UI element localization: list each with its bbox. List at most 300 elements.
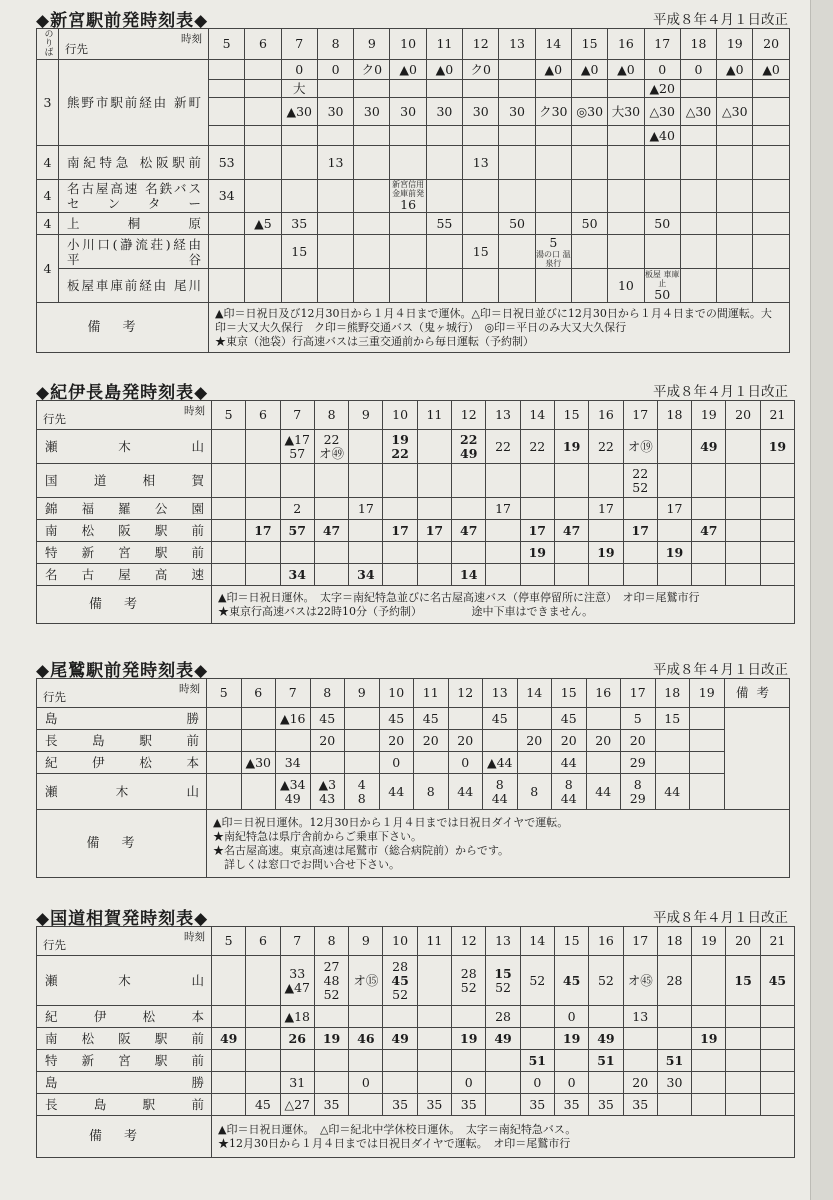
time-cell xyxy=(692,1050,726,1072)
table-row xyxy=(37,1094,795,1116)
time-cell xyxy=(760,1094,794,1116)
dest-cell: 熊野市駅前経由 新町 xyxy=(59,60,209,146)
time-cell: △30 xyxy=(644,98,680,126)
time-cell: 17 xyxy=(657,498,691,520)
time-cell: 13 xyxy=(623,1006,657,1028)
table-row xyxy=(37,1050,795,1072)
notes-label: 備考 xyxy=(37,810,207,878)
time-cell xyxy=(314,1050,348,1072)
time-cell xyxy=(246,1028,280,1050)
dest-cell: 島勝 xyxy=(37,708,207,730)
time-cell xyxy=(726,1028,760,1050)
hour-header: 5 xyxy=(209,29,245,60)
time-cell xyxy=(276,730,311,752)
hour-header: 5 xyxy=(212,927,246,956)
revision-date: 平成８年４月１日改正 xyxy=(653,662,788,678)
hour-header: 13 xyxy=(499,29,535,60)
table-row xyxy=(37,464,795,498)
hour-header: 18 xyxy=(655,679,690,708)
time-cell: 35 xyxy=(554,1094,588,1116)
time-cell: 28 52 xyxy=(452,956,486,1006)
time-cell: 49 xyxy=(589,1028,623,1050)
hour-header: 16 xyxy=(589,927,623,956)
time-cell: ▲30 xyxy=(281,98,317,126)
time-cell: ▲3 43 xyxy=(310,774,345,810)
time-cell xyxy=(212,1006,246,1028)
time-cell: 22 xyxy=(589,430,623,464)
hour-header: 6 xyxy=(241,679,276,708)
time-cell: 51 xyxy=(657,1050,691,1072)
time-cell: 34 xyxy=(276,752,311,774)
time-cell: オ㊺ xyxy=(623,956,657,1006)
dest-cell: 錦福羅公園 xyxy=(37,498,212,520)
table-row xyxy=(37,213,790,235)
dest-cell: 名古屋高速 xyxy=(37,564,212,586)
time-cell xyxy=(212,956,246,1006)
time-cell: 8 29 xyxy=(621,774,656,810)
time-cell xyxy=(657,1094,691,1116)
time-cell: 50 xyxy=(644,213,680,235)
time-cell: 19 xyxy=(760,430,794,464)
table-row xyxy=(37,564,795,586)
time-cell: 19 xyxy=(554,1028,588,1050)
hour-header: 7 xyxy=(281,29,317,60)
time-cell xyxy=(345,752,380,774)
time-cell: 45 xyxy=(379,708,414,730)
time-cell: 0 xyxy=(379,752,414,774)
time-cell xyxy=(726,1050,760,1072)
table-row xyxy=(37,1028,795,1050)
notes-label: 備考 xyxy=(37,303,209,353)
time-cell: 35 xyxy=(383,1094,417,1116)
time-cell: 17 xyxy=(383,520,417,542)
time-cell: 19 xyxy=(657,542,691,564)
time-cell: 19 xyxy=(589,542,623,564)
notes-text: ▲印＝日祝日運休。 △印＝紀北中学休校日運休。 太字＝南紀特急バス。 ★12月30日から１月４日までは日祝日ダイヤで運転。 オ印＝尾鷲市行 xyxy=(212,1116,795,1158)
hour-header: 12 xyxy=(463,29,499,60)
time-cell: 8 44 xyxy=(552,774,587,810)
hour-header: 11 xyxy=(414,679,449,708)
time-cell: 4 8 xyxy=(345,774,380,810)
time-cell xyxy=(690,708,725,730)
remarks-header: 備考 xyxy=(724,679,789,708)
hour-header: 19 xyxy=(692,927,726,956)
section-title: ◆紀伊長島発時刻表◆ xyxy=(36,383,209,403)
hour-header: 21 xyxy=(760,401,794,430)
time-cell: 8 xyxy=(517,774,552,810)
hour-header: 13 xyxy=(486,401,520,430)
dest-header: 行先 時刻 xyxy=(37,927,212,956)
table-row xyxy=(37,708,790,730)
hour-header: 8 xyxy=(317,29,353,60)
table-row xyxy=(37,956,795,1006)
time-cell: 49 xyxy=(212,1028,246,1050)
time-cell: 35 xyxy=(314,1094,348,1116)
time-cell: 28 45 52 xyxy=(383,956,417,1006)
time-cell xyxy=(726,1006,760,1028)
time-cell: 29 xyxy=(621,752,656,774)
time-cell: ▲20 xyxy=(644,80,680,98)
table-row xyxy=(37,520,795,542)
time-cell xyxy=(486,520,520,542)
time-cell xyxy=(349,1094,383,1116)
time-cell xyxy=(212,520,246,542)
time-cell: 53 xyxy=(209,146,245,180)
time-cell: 35 xyxy=(281,213,317,235)
time-cell: 57 xyxy=(280,520,314,542)
time-cell xyxy=(246,1006,280,1028)
time-cell: 45 xyxy=(554,956,588,1006)
hour-header: 12 xyxy=(452,401,486,430)
dest-header: 行先 時刻 xyxy=(59,29,209,60)
time-cell: 20 xyxy=(379,730,414,752)
hour-header: 15 xyxy=(571,29,607,60)
time-cell: ▲18 xyxy=(280,1006,314,1028)
hour-header: 9 xyxy=(349,927,383,956)
time-cell: 0 xyxy=(452,1072,486,1094)
time-cell: 49 xyxy=(383,1028,417,1050)
hour-header: 9 xyxy=(345,679,380,708)
time-cell: 34 xyxy=(209,180,245,213)
time-cell: 20 xyxy=(310,730,345,752)
table-row xyxy=(37,269,790,303)
table-row xyxy=(37,180,790,213)
owase-timetable xyxy=(36,678,790,878)
time-cell: 33 ▲47 xyxy=(280,956,314,1006)
time-cell: 5 xyxy=(621,708,656,730)
time-cell: 44 xyxy=(448,774,483,810)
time-cell xyxy=(486,1094,520,1116)
time-cell xyxy=(417,1050,451,1072)
time-cell: オ⑮ xyxy=(349,956,383,1006)
shingu-timetable-section xyxy=(36,6,796,353)
time-cell xyxy=(589,1072,623,1094)
hour-header: 20 xyxy=(726,401,760,430)
hour-header: 12 xyxy=(452,927,486,956)
hour-header: 16 xyxy=(608,29,644,60)
time-cell xyxy=(589,520,623,542)
section-title: ◆新宮駅前発時刻表◆ xyxy=(36,11,209,31)
time-cell: 5 湯の口 温泉行 xyxy=(536,234,571,268)
notes-label: 備考 xyxy=(37,1116,212,1158)
time-cell xyxy=(349,520,383,542)
hour-header: 20 xyxy=(726,927,760,956)
time-cell: 44 xyxy=(552,752,587,774)
time-cell xyxy=(310,752,345,774)
time-cell xyxy=(209,98,245,126)
time-cell: 55 xyxy=(426,213,462,235)
time-cell: 19 22 xyxy=(383,430,417,464)
hour-header: 16 xyxy=(586,679,621,708)
time-cell: 15 xyxy=(281,235,317,269)
time-cell: ▲0 xyxy=(426,60,462,80)
dest-header: 行先 時刻 xyxy=(37,401,212,430)
header-row xyxy=(37,927,795,956)
dest-cell: 名古屋高速 名鉄バスセンター xyxy=(59,180,209,213)
owase-timetable-section xyxy=(36,656,796,878)
time-cell xyxy=(726,1094,760,1116)
dest-cell: 国道相賀 xyxy=(37,464,212,498)
table-row xyxy=(37,430,795,464)
time-cell: 44 xyxy=(655,774,690,810)
header-row xyxy=(37,679,790,708)
time-cell xyxy=(690,752,725,774)
time-cell xyxy=(486,1050,520,1072)
hour-header: 18 xyxy=(657,927,691,956)
time-cell: ▲0 xyxy=(608,60,644,80)
dest-cell: 特新宮駅前 xyxy=(37,542,212,564)
table-row xyxy=(37,146,790,180)
time-cell xyxy=(207,730,242,752)
hour-header: 17 xyxy=(623,927,657,956)
time-cell: 0 xyxy=(520,1072,554,1094)
time-cell: ▲17 57 xyxy=(280,430,314,464)
time-cell: △27 xyxy=(280,1094,314,1116)
hour-header: 18 xyxy=(657,401,691,430)
time-cell xyxy=(207,774,242,810)
hour-header: 17 xyxy=(621,679,656,708)
hour-header: 17 xyxy=(623,401,657,430)
hour-header: 10 xyxy=(379,679,414,708)
dest-cell: 特新宮駅前 xyxy=(37,1050,212,1072)
notes-text: ▲印＝日祝日運休。12月30日から１月４日までは日祝日ダイヤで運転。 ★南紀特急は県庁舎前からご乗車下さい。 ★名古屋高速。東京高速は尾鷲市（総合病院前）からです。 詳しくは窓口でお問い合せ下さい。 xyxy=(207,810,790,878)
time-cell: 20 xyxy=(448,730,483,752)
time-cell: 17 xyxy=(246,520,280,542)
time-cell xyxy=(499,60,535,80)
time-cell: 30 xyxy=(390,98,426,126)
time-cell: 0 xyxy=(281,60,317,80)
time-cell: 15 xyxy=(726,956,760,1006)
hour-header: 6 xyxy=(246,927,280,956)
time-cell: 20 xyxy=(414,730,449,752)
time-cell: 22 オ㊾ xyxy=(314,430,348,464)
time-cell xyxy=(246,1072,280,1094)
hour-header: 10 xyxy=(383,927,417,956)
time-cell: ▲0 xyxy=(717,60,753,80)
time-cell: 30 xyxy=(317,98,353,126)
time-cell: 17 xyxy=(623,520,657,542)
time-cell xyxy=(486,1072,520,1094)
time-cell xyxy=(345,730,380,752)
hour-header: 15 xyxy=(554,927,588,956)
time-cell: 20 xyxy=(623,1072,657,1094)
time-cell xyxy=(417,1028,451,1050)
time-cell: 30 xyxy=(657,1072,691,1094)
dest-cell: 瀬木山 xyxy=(37,956,212,1006)
time-cell: ▲5 xyxy=(245,213,281,235)
dest-cell: 長島駅前 xyxy=(37,1094,212,1116)
hour-header: 11 xyxy=(417,927,451,956)
time-cell xyxy=(417,956,451,1006)
kokudo-timetable xyxy=(36,926,795,1158)
time-cell: ク0 xyxy=(354,60,390,80)
hour-header: 20 xyxy=(753,29,789,60)
time-cell xyxy=(692,1006,726,1028)
time-cell xyxy=(690,730,725,752)
hour-header: 14 xyxy=(535,29,571,60)
time-cell: 51 xyxy=(520,1050,554,1072)
table-row xyxy=(37,542,795,564)
time-cell xyxy=(207,752,242,774)
time-cell: 30 xyxy=(499,98,535,126)
time-cell xyxy=(345,708,380,730)
time-cell: 35 xyxy=(623,1094,657,1116)
time-cell xyxy=(623,1050,657,1072)
hour-header: 14 xyxy=(520,401,554,430)
dest-cell: 長島駅前 xyxy=(37,730,207,752)
time-cell xyxy=(520,1028,554,1050)
dest-cell: 島勝 xyxy=(37,1072,212,1094)
time-cell xyxy=(417,1072,451,1094)
time-cell: 35 xyxy=(417,1094,451,1116)
time-cell xyxy=(212,1072,246,1094)
section-title: ◆国道相賀発時刻表◆ xyxy=(36,909,209,929)
time-cell xyxy=(517,708,552,730)
time-cell xyxy=(726,1072,760,1094)
time-cell: 35 xyxy=(520,1094,554,1116)
time-cell: 14 xyxy=(452,564,486,586)
time-cell: ク30 xyxy=(535,98,571,126)
hour-header: 19 xyxy=(717,29,753,60)
hour-header: 5 xyxy=(212,401,246,430)
time-cell: 大 xyxy=(281,80,317,98)
hour-header: 9 xyxy=(354,29,390,60)
time-cell: △30 xyxy=(680,98,716,126)
time-cell: 22 49 xyxy=(452,430,486,464)
time-cell: 45 xyxy=(483,708,518,730)
time-cell xyxy=(452,1006,486,1028)
time-cell xyxy=(246,1050,280,1072)
hour-header: 19 xyxy=(690,679,725,708)
time-cell: 19 xyxy=(452,1028,486,1050)
time-cell: ▲30 xyxy=(241,752,276,774)
time-cell: 13 xyxy=(317,146,353,180)
time-cell: 51 xyxy=(589,1050,623,1072)
time-cell: ▲44 xyxy=(483,752,518,774)
time-cell: 47 xyxy=(452,520,486,542)
time-cell xyxy=(383,1050,417,1072)
time-cell: ▲40 xyxy=(644,126,680,146)
time-cell: 44 xyxy=(379,774,414,810)
time-cell xyxy=(212,1094,246,1116)
time-cell: 47 xyxy=(314,520,348,542)
time-cell xyxy=(760,1028,794,1050)
time-cell: 44 xyxy=(586,774,621,810)
time-cell: 15 xyxy=(463,235,499,269)
time-cell: 45 xyxy=(760,956,794,1006)
kiinagashima-timetable-section xyxy=(36,378,796,624)
hour-header: 10 xyxy=(390,29,426,60)
time-cell: 19 xyxy=(692,1028,726,1050)
time-cell: 31 xyxy=(280,1072,314,1094)
hour-header: 15 xyxy=(552,679,587,708)
hour-header: 21 xyxy=(760,927,794,956)
time-cell: 30 xyxy=(354,98,390,126)
dest-cell: 板屋車庫前経由 尾川 xyxy=(59,269,209,303)
time-cell xyxy=(452,1050,486,1072)
time-cell: 34 xyxy=(349,564,383,586)
time-cell: ◎30 xyxy=(571,98,607,126)
adjacent-page-edge xyxy=(810,0,833,1200)
time-cell: 45 xyxy=(552,708,587,730)
hour-header: 8 xyxy=(314,401,348,430)
time-cell xyxy=(753,98,789,126)
revision-date: 平成８年４月１日改正 xyxy=(653,384,788,400)
hour-header: 16 xyxy=(589,401,623,430)
time-cell: 45 xyxy=(310,708,345,730)
header-row xyxy=(37,401,795,430)
table-row xyxy=(37,498,795,520)
table-row xyxy=(37,60,790,80)
time-cell xyxy=(760,1006,794,1028)
time-cell xyxy=(657,1028,691,1050)
notes-row xyxy=(37,586,795,624)
hour-header: 15 xyxy=(554,401,588,430)
time-cell: △30 xyxy=(717,98,753,126)
notes-row xyxy=(37,810,790,878)
time-cell xyxy=(245,98,281,126)
hour-header: 9 xyxy=(349,401,383,430)
hour-header: 6 xyxy=(245,29,281,60)
time-cell: 45 xyxy=(414,708,449,730)
noriba-cell: 4 xyxy=(37,146,59,180)
time-cell: 20 xyxy=(586,730,621,752)
time-cell xyxy=(212,1050,246,1072)
time-cell xyxy=(483,730,518,752)
time-cell xyxy=(241,708,276,730)
time-cell xyxy=(692,956,726,1006)
table-row xyxy=(37,774,790,810)
time-cell: 0 xyxy=(448,752,483,774)
table-row xyxy=(37,730,790,752)
time-cell xyxy=(314,1006,348,1028)
time-cell: 20 xyxy=(621,730,656,752)
time-cell xyxy=(760,1050,794,1072)
time-cell: 30 xyxy=(426,98,462,126)
time-cell: 52 xyxy=(589,956,623,1006)
notes-text: ▲印＝日祝日運休。 太字＝南紀特急並びに名古屋高速バス（停車停留所に注意） オ印＝尾鷲市行 ★東京行高速バスは22時10分（予約制） 途中下車はできません。 xyxy=(212,586,795,624)
table-row xyxy=(37,235,790,269)
hour-header: 7 xyxy=(280,927,314,956)
dest-cell: 紀伊松本 xyxy=(37,752,207,774)
time-cell: 20 xyxy=(517,730,552,752)
dest-cell: 上桐原 xyxy=(59,213,209,235)
hour-header: 12 xyxy=(448,679,483,708)
time-cell: 28 xyxy=(486,1006,520,1028)
noriba-header: のりば xyxy=(37,29,59,60)
time-cell: 45 xyxy=(246,1094,280,1116)
time-cell xyxy=(760,1072,794,1094)
time-cell xyxy=(517,752,552,774)
hour-header: 17 xyxy=(644,29,680,60)
time-cell: 新宮信用 金庫前発 16 xyxy=(390,180,426,213)
noriba-cell: 4 xyxy=(37,213,59,235)
time-cell: 35 xyxy=(452,1094,486,1116)
time-cell: 17 xyxy=(520,520,554,542)
time-cell xyxy=(586,708,621,730)
time-cell xyxy=(417,1006,451,1028)
time-cell xyxy=(655,752,690,774)
hour-header: 13 xyxy=(483,679,518,708)
time-cell: 47 xyxy=(692,520,726,542)
time-cell: 22 xyxy=(520,430,554,464)
time-cell: 19 xyxy=(314,1028,348,1050)
time-cell: 20 xyxy=(552,730,587,752)
time-cell xyxy=(241,730,276,752)
time-cell xyxy=(690,774,725,810)
notes-row xyxy=(37,303,790,353)
time-cell xyxy=(520,1006,554,1028)
